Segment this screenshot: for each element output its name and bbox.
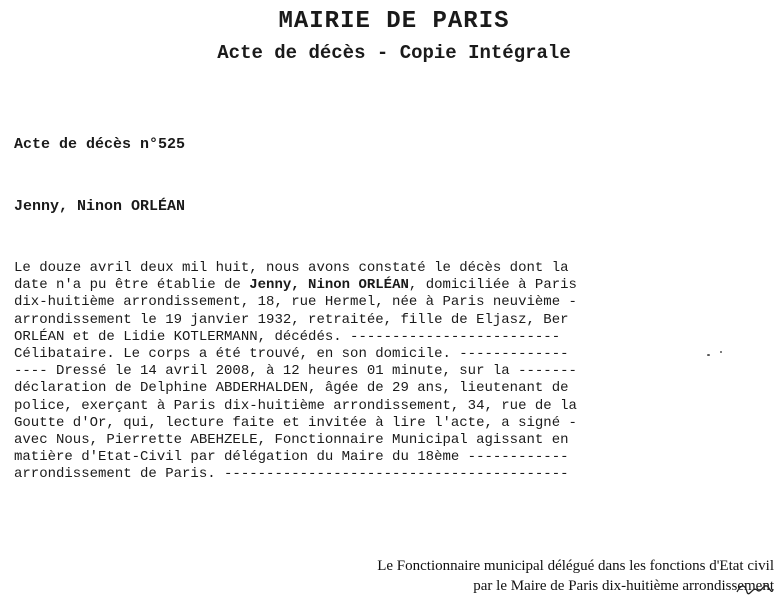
body-line: Le douze avril deux mil huit, nous avons constaté le décès dont la [14, 260, 569, 276]
body-deceased-name: Jenny, Ninon ORLÉAN [249, 277, 409, 294]
deceased-name: Jenny, Ninon ORLÉAN [14, 198, 186, 215]
body-line: ---- Dressé le 14 avril 2008, à 12 heures 01 minute, sur la ------- [14, 363, 577, 380]
signature-line-2: par le Maire de Paris dix-huitième arrondissement [473, 578, 774, 594]
body-line: dix-huitième arrondissement, 18, rue Hermel, née à Paris neuvième - [14, 294, 577, 311]
act-number: Acte de décès n°525 [14, 136, 186, 153]
act-body [14, 260, 577, 483]
body-line: avec Nous, Pierrette ABEHZELE, Fonctionnaire Municipal agissant en [14, 431, 569, 448]
body-line: arrondissement le 19 janvier 1932, retraitée, fille de Eljasz, Ber [14, 311, 569, 328]
page-title: MAIRIE DE PARIS [278, 8, 510, 35]
body-line: arrondissement de Paris. ----------------------------------------- [14, 466, 569, 483]
signature-scribble [735, 578, 775, 600]
body-line: ORLÉAN et de Lidie KOTLERMANN, décédés. ------------------------- [14, 328, 561, 345]
body-line: Célibataire. Le corps a été trouvé, en son domicile. ------------- [14, 345, 569, 362]
scan-speck [720, 351, 722, 353]
body-line: police, exerçant à Paris dix-huitième arrondissement, 34, rue de la [14, 397, 577, 414]
body-line: déclaration de Delphine ABDERHALDEN, âgée de 29 ans, lieutenant de [14, 380, 569, 397]
body-text-segment: , domiciliée à Paris [408, 277, 577, 294]
body-line: Goutte d'Or, qui, lecture faite et invitée à lire l'acte, a signé - [14, 414, 577, 431]
body-text-segment: date n'a pu être établie de [14, 277, 250, 294]
body-line: matière d'Etat-Civil par délégation du Maire du 18ème ------------ [14, 449, 569, 466]
scan-speck [707, 354, 710, 356]
body-line [14, 277, 577, 294]
signature-block [377, 556, 774, 596]
page-subtitle: Acte de décès - Copie Intégrale [217, 42, 571, 64]
signature-line-1: Le Fonctionnaire municipal délégué dans les fonctions d'Etat civil [377, 558, 774, 574]
